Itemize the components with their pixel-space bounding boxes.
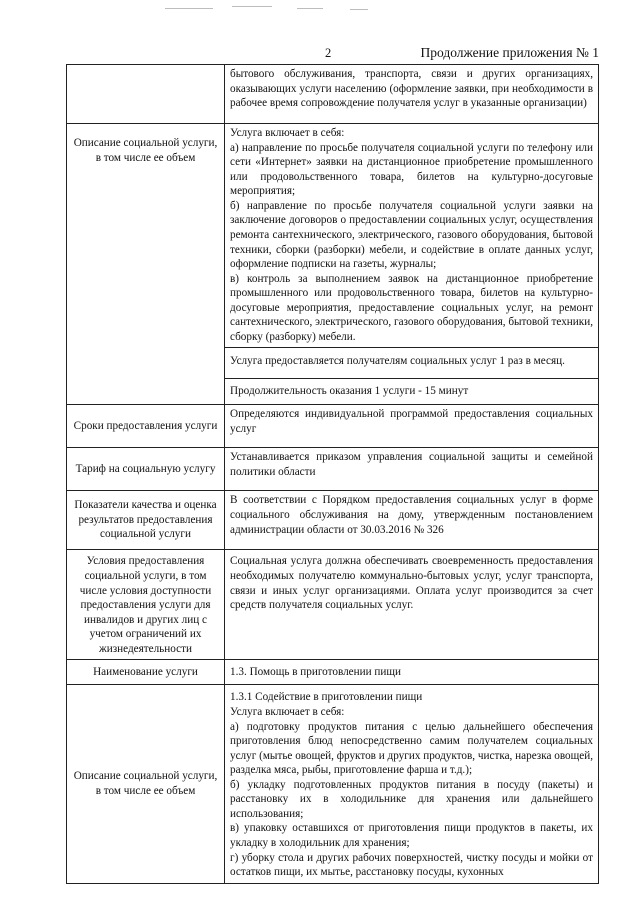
duration-text: Продолжительность оказания 1 услуги - 15 минут xyxy=(225,379,599,405)
terms-value: Определяются индивидуальной программой предоставления социальных услуг xyxy=(225,405,599,448)
description-label xyxy=(67,124,225,405)
service-table xyxy=(66,64,599,884)
table-row xyxy=(67,660,599,685)
description-label-text: Описание социальной услуги, в том числе ее объем xyxy=(73,137,218,164)
table-row xyxy=(67,448,599,491)
frequency-text: Услуга предоставляется получателям социальных услуг 1 раз в месяц. xyxy=(225,348,599,379)
service-name-value: 1.3. Помощь в приготовлении пищи xyxy=(225,660,599,685)
description-content-2 xyxy=(225,685,599,883)
service-name-label: Наименование услуги xyxy=(67,660,225,685)
page-number: 2 xyxy=(325,46,332,60)
table-row xyxy=(67,550,599,660)
service-subtitle: 1.3.1 Содействие в приготовлении пищи xyxy=(230,691,423,704)
description-item-a-2: а) подготовку продуктов питания с целью дальнейшего обеспечения приготовления блюд непосредственно самим получателем социальных услуг (мытье овощей, фруктов и других продуктов, чистка, нарезка овощей, разделка мяса, рыбы, приготовление фарша и т.д.); xyxy=(230,720,594,777)
table-row xyxy=(67,124,599,348)
description-intro-2: Услуга включает в себя: xyxy=(230,705,345,718)
quality-value: В соответствии с Порядком предоставления социальных услуг в форме социального обслуживания на дому, утвержденным постановлением администрации области от 30.03.2016 № 326 xyxy=(225,491,599,550)
description-intro: Услуга включает в себя: xyxy=(230,127,345,139)
description-item-c: в) контроль за выполнением заявок на дистанционное приобретение промышленного или продовольственного товара, билетов на культурно-досуговые мероприятия, предоставление социальных услуг, на ремонт сантехнического, электрического, газового оборудования, бытовой техники, сборку (разборку) мебели. xyxy=(230,272,593,343)
table-row xyxy=(67,65,599,124)
description-content xyxy=(225,124,599,348)
continuation-text: бытового обслуживания, транспорта, связи и других организациях, оказывающих услуги населению (оформление заявки, при необходимости в рабочее время сопровождение получателя услуг в указанные организации) xyxy=(225,65,599,124)
terms-label: Сроки предоставления услуги xyxy=(67,405,225,448)
description-item-d-2: г) уборку стола и других рабочих поверхностей, чистку посуды и мойки от остатков пищи, их мытье, расстановку посуды, кухонных xyxy=(230,851,593,879)
description-label-2: Описание социальной услуги, в том числе ее объем xyxy=(67,685,225,883)
description-item-c-2: в) упаковку оставшихся от приготовления пищи продуктов в пакеты, их укладку в холодильник для хранения; xyxy=(230,822,593,849)
description-item-a: а) направление по просьбе получателя социальной услуги по телефону или сети «Интернет» заявки на дистанционное приобретение промышленного или продовольственного товара, билетов на культурно-досуговые мероприятия; xyxy=(230,141,593,198)
quality-label: Показатели качества и оценка результатов предоставления социальной услуги xyxy=(67,491,225,550)
table-row xyxy=(67,685,599,883)
scan-artifact-lines xyxy=(0,0,639,20)
table-row xyxy=(67,405,599,448)
conditions-label: Условия предоставления социальной услуги, в том числе условия доступности предоставления услуги для инвалидов и других лиц с учетом ограничений их жизнедеятельности xyxy=(67,550,225,660)
description-item-b-2: б) укладку подготовленных продуктов питания в посуду (пакеты) и расстановку их в холодильнике для хранения или дальнейшего использования; xyxy=(230,778,593,820)
empty-label-cell xyxy=(67,65,225,124)
tariff-value: Устанавливается приказом управления социальной защиты и семейной политики области xyxy=(225,448,599,491)
conditions-value: Социальная услуга должна обеспечивать своевременность предоставления необходимых получателю коммунально-бытовых услуг, услуг транспорта, связи и иных услуг организациями. Оплата услуг производится за счет средств получателя социальных услуг. xyxy=(225,550,599,660)
tariff-label: Тариф на социальную услугу xyxy=(67,448,225,491)
description-item-b: б) направление по просьбе получателя социальной услуги заявки на заключение договоров о предоставлении социальных услуг, осуществления ремонта сантехнического, электрического, газового оборудования, бытовой техники, сборки (разборки) мебели, и содействие в оплате данных услуг, оформление подписки на газеты, журналы; xyxy=(230,199,593,271)
table-row xyxy=(67,491,599,550)
appendix-continuation-label: Продолжение приложения № 1 xyxy=(420,45,599,60)
